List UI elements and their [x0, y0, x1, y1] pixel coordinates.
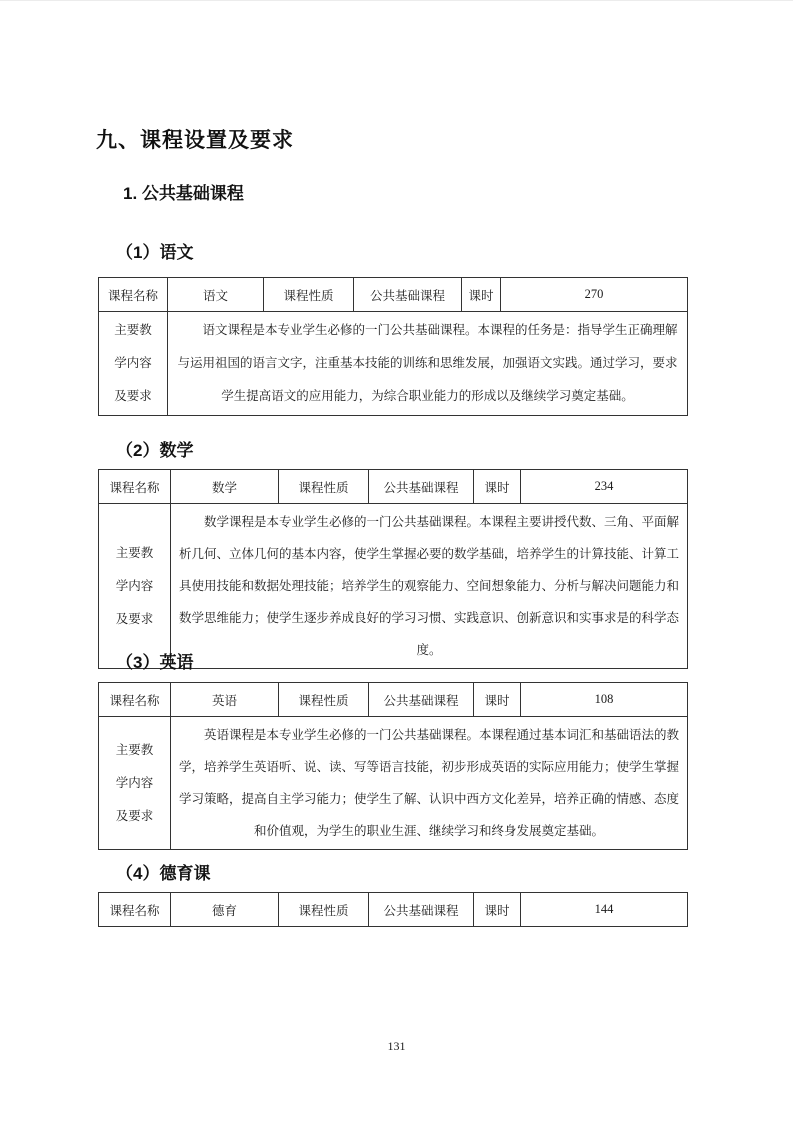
hours-label: 课时: [474, 683, 521, 717]
content-requirements-label: [99, 504, 171, 669]
main-heading: 九、课程设置及要求: [96, 129, 294, 152]
hours-value: 108: [521, 683, 688, 717]
course-nature-value: 公共基础课程: [369, 470, 474, 504]
course-content-row: [99, 312, 688, 416]
course-table-math: [98, 469, 688, 669]
course-nature-label: 课程性质: [279, 893, 369, 927]
section-heading-english: （3）英语: [116, 653, 194, 672]
content-requirements-label: [99, 717, 171, 850]
course-table-moral-education: [98, 892, 688, 927]
sub-heading: 1. 公共基础课程: [123, 184, 244, 203]
content-label-line: 学内容: [115, 578, 154, 593]
content-label-line: 及要求: [114, 389, 152, 403]
section-heading-moral-education: （4）德育课: [116, 864, 211, 883]
content-label-line: 学内容: [114, 356, 152, 370]
course-nature-value: 公共基础课程: [354, 278, 462, 312]
content-label-line: 及要求: [115, 808, 154, 823]
course-name-value: 德育: [171, 893, 279, 927]
content-requirements-label: [99, 312, 168, 416]
content-label-line: 主要教: [115, 742, 154, 757]
course-description: 英语课程是本专业学生必修的一门公共基础课程。本课程通过基本词汇和基础语法的教学，培养学生英语听、说、读、写等语言技能，初步形成英语的实际应用能力；使学生掌握学习策略，提高自主学习能力；使学生了解、认识中西方文化差异，培养正确的情感、态度和价值观，为学生的职业生涯、继续学习和终身发展奠定基础。: [171, 717, 688, 850]
course-description: 语文课程是本专业学生必修的一门公共基础课程。本课程的任务是：指导学生正确理解与运用祖国的语言文字，注重基本技能的训练和思维发展，加强语文实践。通过学习，要求学生提高语文的应用能力，为综合职业能力的形成以及继续学习奠定基础。: [168, 312, 688, 416]
course-name-label: 课程名称: [99, 683, 171, 717]
course-nature-label: 课程性质: [279, 470, 369, 504]
hours-label: 课时: [462, 278, 501, 312]
content-label-line: 主要教: [115, 545, 154, 560]
section-heading-math: （2）数学: [116, 441, 194, 460]
content-label-line: 主要教: [114, 323, 152, 337]
course-header-row: [99, 683, 688, 717]
course-content-row: [99, 717, 688, 850]
hours-label: 课时: [474, 893, 521, 927]
course-name-label: 课程名称: [99, 893, 171, 927]
course-header-row: [99, 278, 688, 312]
hours-value: 144: [521, 893, 688, 927]
course-name-value: 语文: [168, 278, 264, 312]
content-label-line: 学内容: [115, 775, 154, 790]
course-header-row: [99, 893, 688, 927]
course-nature-label: 课程性质: [279, 683, 369, 717]
course-table-english: [98, 682, 688, 850]
course-table-chinese: [98, 277, 688, 416]
hours-value: 234: [521, 470, 688, 504]
course-name-label: 课程名称: [99, 470, 171, 504]
course-name-value: 英语: [171, 683, 279, 717]
course-name-label: 课程名称: [99, 278, 168, 312]
course-content-row: [99, 504, 688, 669]
course-name-value: 数学: [171, 470, 279, 504]
hours-value: 270: [501, 278, 688, 312]
hours-label: 课时: [474, 470, 521, 504]
content-label-line: 及要求: [115, 611, 154, 626]
course-description: 数学课程是本专业学生必修的一门公共基础课程。本课程主要讲授代数、三角、平面解析几何、立体几何的基本内容，使学生掌握必要的数学基础，培养学生的计算技能、计算工具使用技能和数据处理技能；培养学生的观察能力、空间想象能力、分析与解决问题能力和数学思维能力；使学生逐步养成良好的学习习惯、实践意识、创新意识和实事求是的科学态度。: [171, 504, 688, 669]
course-nature-label: 课程性质: [264, 278, 354, 312]
section-heading-chinese: （1）语文: [116, 243, 194, 262]
course-nature-value: 公共基础课程: [369, 893, 474, 927]
course-header-row: [99, 470, 688, 504]
course-nature-value: 公共基础课程: [369, 683, 474, 717]
page-number: 131: [387, 1039, 406, 1053]
